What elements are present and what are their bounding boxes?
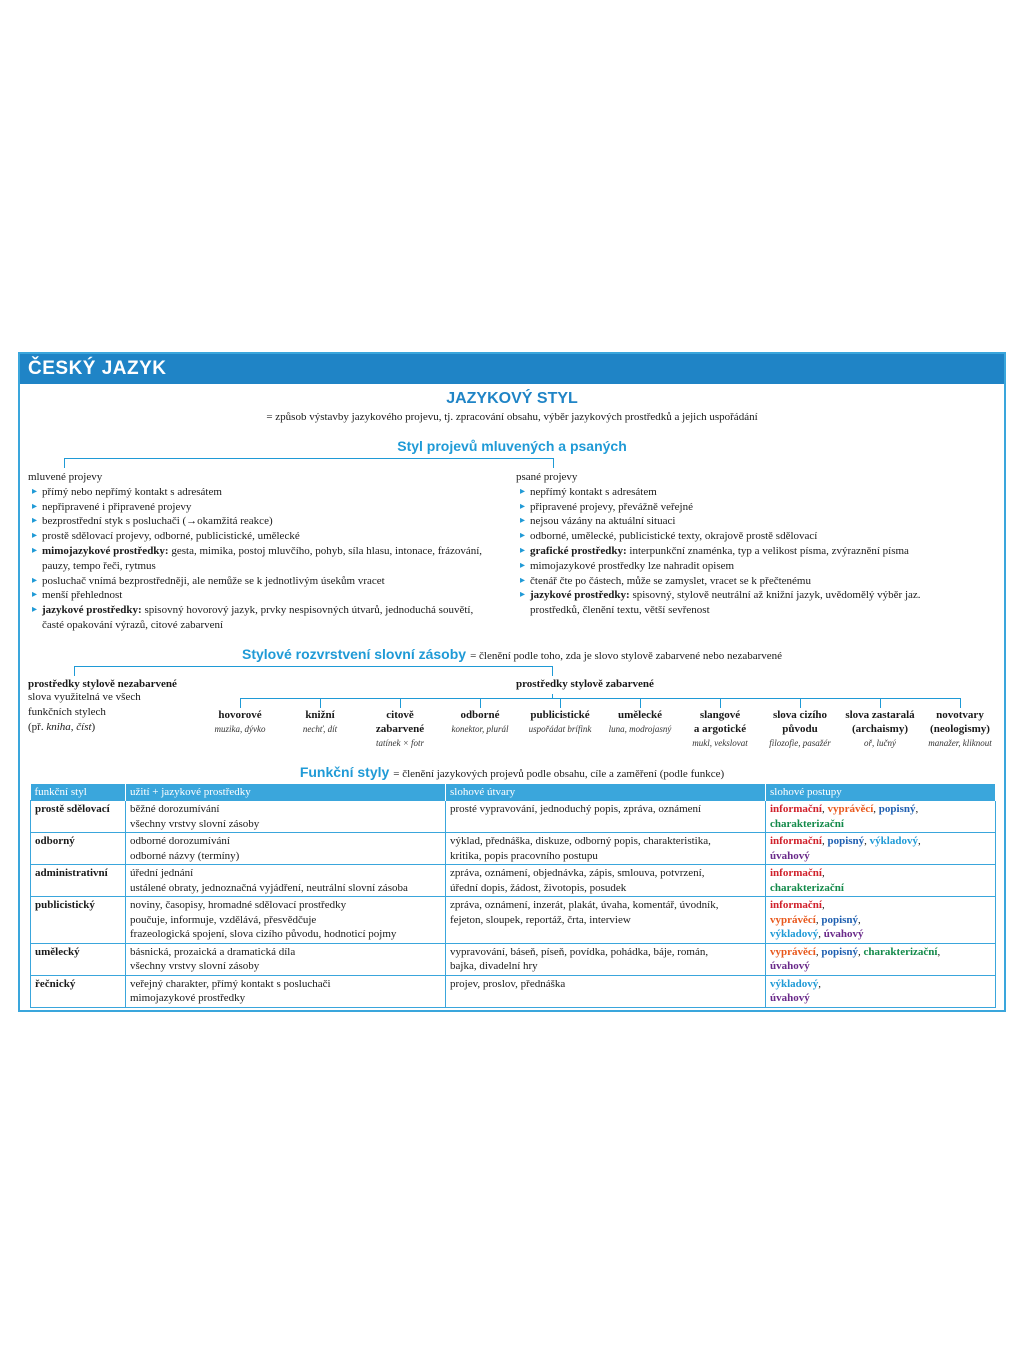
use-line: všechny vrstvy slovní zásoby <box>130 817 260 830</box>
neutral-example: (př. kniha, číst) <box>28 720 96 733</box>
list-item <box>516 514 966 529</box>
connector <box>240 698 241 708</box>
table-row <box>31 801 996 833</box>
method-sep: , <box>821 867 825 879</box>
connector <box>552 666 553 676</box>
category-name: hovorové <box>218 709 262 721</box>
list-item <box>516 500 966 515</box>
category-name: slangové <box>699 709 741 721</box>
connector <box>400 698 401 708</box>
list-item-bold: jazykové prostředky: <box>42 604 142 617</box>
use-cell <box>126 801 446 833</box>
list-item-text: odborné, umělecké, publicistické texty, okrajově prostě sdělovací <box>530 530 818 543</box>
use-line: odborné názvy (termíny) <box>130 849 240 862</box>
category-example: oř, lučný <box>864 738 896 748</box>
forms-line: výklad, přednáška, diskuze, odborný popis, charakteristika, <box>450 835 711 847</box>
category-item <box>915 708 1005 748</box>
method-sep: , <box>821 803 828 815</box>
use-line: úřední jednání <box>130 867 194 879</box>
category-item <box>515 708 605 734</box>
method-sep: , <box>818 928 824 940</box>
method-uva: úvahový <box>770 992 810 1004</box>
forms-line: projev, proslov, přednáška <box>450 977 566 990</box>
list-item-text: nepřímý kontakt s adresátem <box>530 485 657 498</box>
category-example: luna, modrojasný <box>608 724 672 734</box>
section2-definition: = členění podle toho, zda je slovo stylově zabarvené nebo nezabarvené <box>470 650 783 662</box>
list-item-text: nejsou vázány na aktuální situaci <box>530 515 676 528</box>
list-item-text: prostě sdělovací projevy, odborné, publicistické, umělecké <box>42 530 300 543</box>
method-cha: charakterizační <box>770 881 844 894</box>
table-row <box>31 975 996 1007</box>
method-pop: popisný <box>821 913 859 926</box>
forms-cell <box>446 897 766 944</box>
use-line: všechny vrstvy slovní zásoby <box>130 960 260 972</box>
methods-cell <box>766 865 996 897</box>
use-cell <box>126 975 446 1007</box>
colored-heading: prostředky stylově zabarvené <box>516 678 654 690</box>
forms-cell <box>446 943 766 975</box>
content-card <box>18 352 1006 1012</box>
list-item <box>516 559 966 574</box>
category-item <box>355 708 445 748</box>
forms-line: vypravování, báseň, píseň, povídka, pohádka, báje, román, <box>450 945 709 958</box>
list-item-text: přímý nebo nepřímý kontakt s adresátem <box>42 485 222 498</box>
connector <box>800 698 801 708</box>
style-cell: administrativní <box>31 865 126 897</box>
list-item <box>516 544 966 559</box>
list-item <box>516 529 966 544</box>
table-header-cell: slohové postupy <box>766 784 996 801</box>
list-item <box>28 544 488 574</box>
forms-cell <box>446 801 766 833</box>
method-sep: , <box>917 835 921 847</box>
list-item <box>28 529 488 544</box>
list-item-text: menší přehlednost <box>42 589 123 602</box>
section2-heading <box>20 646 1004 664</box>
method-uva: úvahový <box>770 960 810 972</box>
method-inf: informační <box>770 899 822 911</box>
forms-cell <box>446 975 766 1007</box>
method-vyk: výkladový <box>770 928 819 940</box>
use-line: veřejný charakter, přímý kontakt s posluchači <box>130 977 331 990</box>
forms-line: fejeton, sloupek, reportáž, črta, interview <box>450 913 631 926</box>
category-item <box>755 708 845 748</box>
use-line: mimojazykové prostředky <box>130 992 246 1004</box>
spoken-list <box>28 485 488 633</box>
category-name-2: zabarvené <box>375 723 425 735</box>
spoken-heading: mluvené projevy <box>28 471 103 483</box>
method-pop: popisný <box>827 835 865 847</box>
table-row <box>31 943 996 975</box>
forms-cell <box>446 865 766 897</box>
connector <box>320 698 321 708</box>
forms-cell <box>446 833 766 865</box>
method-sep: , <box>915 803 919 815</box>
list-item <box>28 603 488 633</box>
method-sep: , <box>937 945 941 958</box>
spoken-column <box>28 470 488 633</box>
connector <box>553 458 554 468</box>
list-item <box>28 514 488 529</box>
methods-cell <box>766 801 996 833</box>
use-cell <box>126 833 446 865</box>
table-header-cell: užití + jazykové prostředky <box>126 784 446 801</box>
category-name: citově <box>386 709 414 721</box>
category-example: muzika, dývko <box>214 724 266 734</box>
category-name: knižní <box>305 709 335 721</box>
method-inf: informační <box>770 803 822 815</box>
connector <box>960 698 961 708</box>
category-example: manažer, kliknout <box>928 738 992 748</box>
forms-line: prosté vypravování, jednoduchý popis, zpráva, oznámení <box>450 803 702 815</box>
connector <box>74 666 75 676</box>
method-vyp: vyprávěcí <box>827 803 874 815</box>
use-line: ustálené obraty, jednoznačná vyjádření, neutrální slovní zásoba <box>130 881 408 894</box>
connector <box>480 698 481 708</box>
category-name: odborné <box>460 709 500 721</box>
use-cell <box>126 897 446 944</box>
written-heading: psané projevy <box>516 471 578 483</box>
method-sep: , <box>815 913 822 926</box>
list-item-text: spisovný hovorový jazyk, prvky nespisovných útvarů, jednoduchá souvětí, časté opakování výrazů, citové zabarvení <box>42 604 474 631</box>
functional-styles-table <box>30 784 996 1008</box>
method-sep: , <box>858 945 864 958</box>
category-name: publicistické <box>530 709 590 721</box>
category-name-2: (neologismy) <box>930 723 990 735</box>
list-item-text: čtenář čte po částech, může se zamyslet, vracet se k přečtenému <box>530 574 811 587</box>
table-row <box>31 897 996 944</box>
category-name: novotvary <box>936 709 984 721</box>
style-cell: odborný <box>31 833 126 865</box>
neutral-line1: slova využitelná ve všech <box>28 691 141 703</box>
list-item-text: interpunkční znaménka, typ a velikost písma, zvýraznění písma <box>626 544 909 557</box>
list-item-bold: grafické prostředky: <box>530 544 627 557</box>
method-sep: , <box>858 913 861 926</box>
category-item <box>675 708 765 748</box>
list-item-text: mimojazykové prostředky lze nahradit opisem <box>530 559 735 572</box>
list-item-text: bezprostřední styk s posluchači (→okamžitá reakce) <box>42 515 273 528</box>
connector <box>720 698 721 708</box>
forms-line: zpráva, oznámení, inzerát, plakát, úvaha, komentář, úvodník, <box>450 899 719 911</box>
connector <box>640 698 641 708</box>
method-vyp: vyprávěcí <box>770 945 816 958</box>
methods-cell <box>766 943 996 975</box>
connector <box>560 698 561 708</box>
methods-cell <box>766 975 996 1007</box>
list-item <box>28 500 488 515</box>
category-example: filozofie, pasažér <box>769 738 831 748</box>
method-sep: , <box>821 899 825 911</box>
method-uva: úvahový <box>770 849 810 862</box>
forms-line: zpráva, oznámení, objednávka, zápis, smlouva, potvrzení, <box>450 867 705 879</box>
method-uva: úvahový <box>823 928 864 940</box>
method-cha: charakterizační <box>863 945 938 958</box>
category-example: uspořádat brífink <box>528 724 592 734</box>
category-item <box>835 708 925 748</box>
method-sep: , <box>864 835 870 847</box>
connector <box>64 458 554 459</box>
method-sep: , <box>873 803 879 815</box>
use-line: odborné dorozumívání <box>130 835 230 847</box>
list-item-text: posluchač vnímá bezprostředněji, ale nemůže se k jednotlivým úsekům vracet <box>42 574 385 587</box>
table-header-cell: slohové útvary <box>446 784 766 801</box>
section3-title: Funkční styly <box>299 764 390 780</box>
list-item <box>28 574 488 589</box>
use-line: frazeologická spojení, slova cizího původu, hodnoticí pojmy <box>130 928 397 940</box>
list-item <box>516 588 966 618</box>
category-item <box>275 708 365 734</box>
use-cell <box>126 865 446 897</box>
forms-line: kritika, popis pracovního postupu <box>450 849 598 862</box>
style-cell: prostě sdělovací <box>31 801 126 833</box>
category-example: nechť, dít <box>302 724 338 734</box>
list-item-text: nepřipravené i připravené projevy <box>42 500 192 513</box>
table-header-cell: funkční styl <box>31 784 126 801</box>
category-name-2: původu <box>782 723 818 735</box>
category-example: mukl, vekslovat <box>692 738 748 748</box>
method-sep: , <box>815 945 822 958</box>
written-column <box>516 470 966 618</box>
neutral-heading: prostředky stylově nezabarvené <box>28 678 177 690</box>
list-item <box>28 588 488 603</box>
category-name: umělecké <box>618 709 662 721</box>
style-cell: publicistický <box>31 897 126 944</box>
category-name: slova cizího <box>772 709 828 721</box>
list-item <box>516 485 966 500</box>
category-name-2: a argotické <box>693 723 747 735</box>
connector <box>74 666 552 667</box>
method-sep: , <box>821 835 828 847</box>
method-pop: popisný <box>878 803 916 815</box>
header-title: ČESKÝ JAZYK <box>28 358 167 379</box>
methods-cell <box>766 833 996 865</box>
list-item-text: gesta, mimika, postoj mluvčího, pohyb, síla hlasu, intonace, frázování, pauzy, tempo řeči, rytmus <box>42 544 483 572</box>
table-row <box>31 865 996 897</box>
method-pop: popisný <box>821 945 859 958</box>
use-line: poučuje, informuje, vzdělává, přesvědčuje <box>130 913 317 926</box>
neutral-line2: funkčních stylech <box>28 705 106 718</box>
category-example: konektor, plurál <box>451 724 509 734</box>
category-name-2: (archaismy) <box>851 723 908 735</box>
list-item-text: spisovný, stylově neutrální až knižní jazyk, uvědomělý výběr jaz. prostředků, členění textu, větší sevřenost <box>530 589 921 617</box>
category-item <box>195 708 285 734</box>
method-cha: charakterizační <box>770 817 844 830</box>
method-vyp: vyprávěcí <box>770 913 816 926</box>
connector <box>880 698 881 708</box>
category-item <box>435 708 525 734</box>
use-line: běžné dorozumívání <box>130 803 220 815</box>
connector <box>240 698 960 699</box>
table-row <box>31 833 996 865</box>
use-line: básnická, prozaická a dramatická díla <box>130 945 296 958</box>
use-line: noviny, časopisy, hromadné sdělovací prostředky <box>130 899 347 911</box>
forms-line: bajka, divadelní hry <box>450 960 538 972</box>
forms-line: úřední dopis, žádost, životopis, posudek <box>450 881 627 894</box>
written-list <box>516 485 966 618</box>
style-cell: umělecký <box>31 943 126 975</box>
method-vyk: výkladový <box>770 977 819 990</box>
category-item <box>595 708 685 734</box>
list-item <box>516 574 966 589</box>
section3-definition: = členění jazykových projevů podle obsahu, cíle a zaměření (podle funkce) <box>393 768 725 780</box>
list-item <box>28 485 488 500</box>
method-inf: informační <box>770 867 822 879</box>
style-cell: řečnický <box>31 975 126 1007</box>
header-band <box>20 354 1004 384</box>
methods-cell <box>766 897 996 944</box>
use-cell <box>126 943 446 975</box>
method-vyk: výkladový <box>869 835 918 847</box>
main-definition: = způsob výstavby jazykového projevu, tj. zpracování obsahu, výběr jazykových prostředků a jejich uspořádání <box>266 411 758 423</box>
list-item-text: připravené projevy, převážně veřejné <box>530 500 693 513</box>
category-example: tatínek × fotr <box>375 738 425 748</box>
table-header-row <box>31 784 996 801</box>
section1-title: Styl projevů mluvených a psaných <box>397 438 627 454</box>
category-name: slova zastaralá <box>845 709 915 721</box>
list-item-bold: jazykové prostředky: <box>530 589 630 602</box>
section3-heading <box>20 764 1004 782</box>
method-sep: , <box>818 977 822 990</box>
section2-title: Stylové rozvrstvení slovní zásoby <box>241 646 467 662</box>
list-item-bold: mimojazykové prostředky: <box>42 544 169 557</box>
main-title: JAZYKOVÝ STYL <box>446 390 578 407</box>
connector <box>64 458 65 468</box>
method-inf: informační <box>770 835 822 847</box>
